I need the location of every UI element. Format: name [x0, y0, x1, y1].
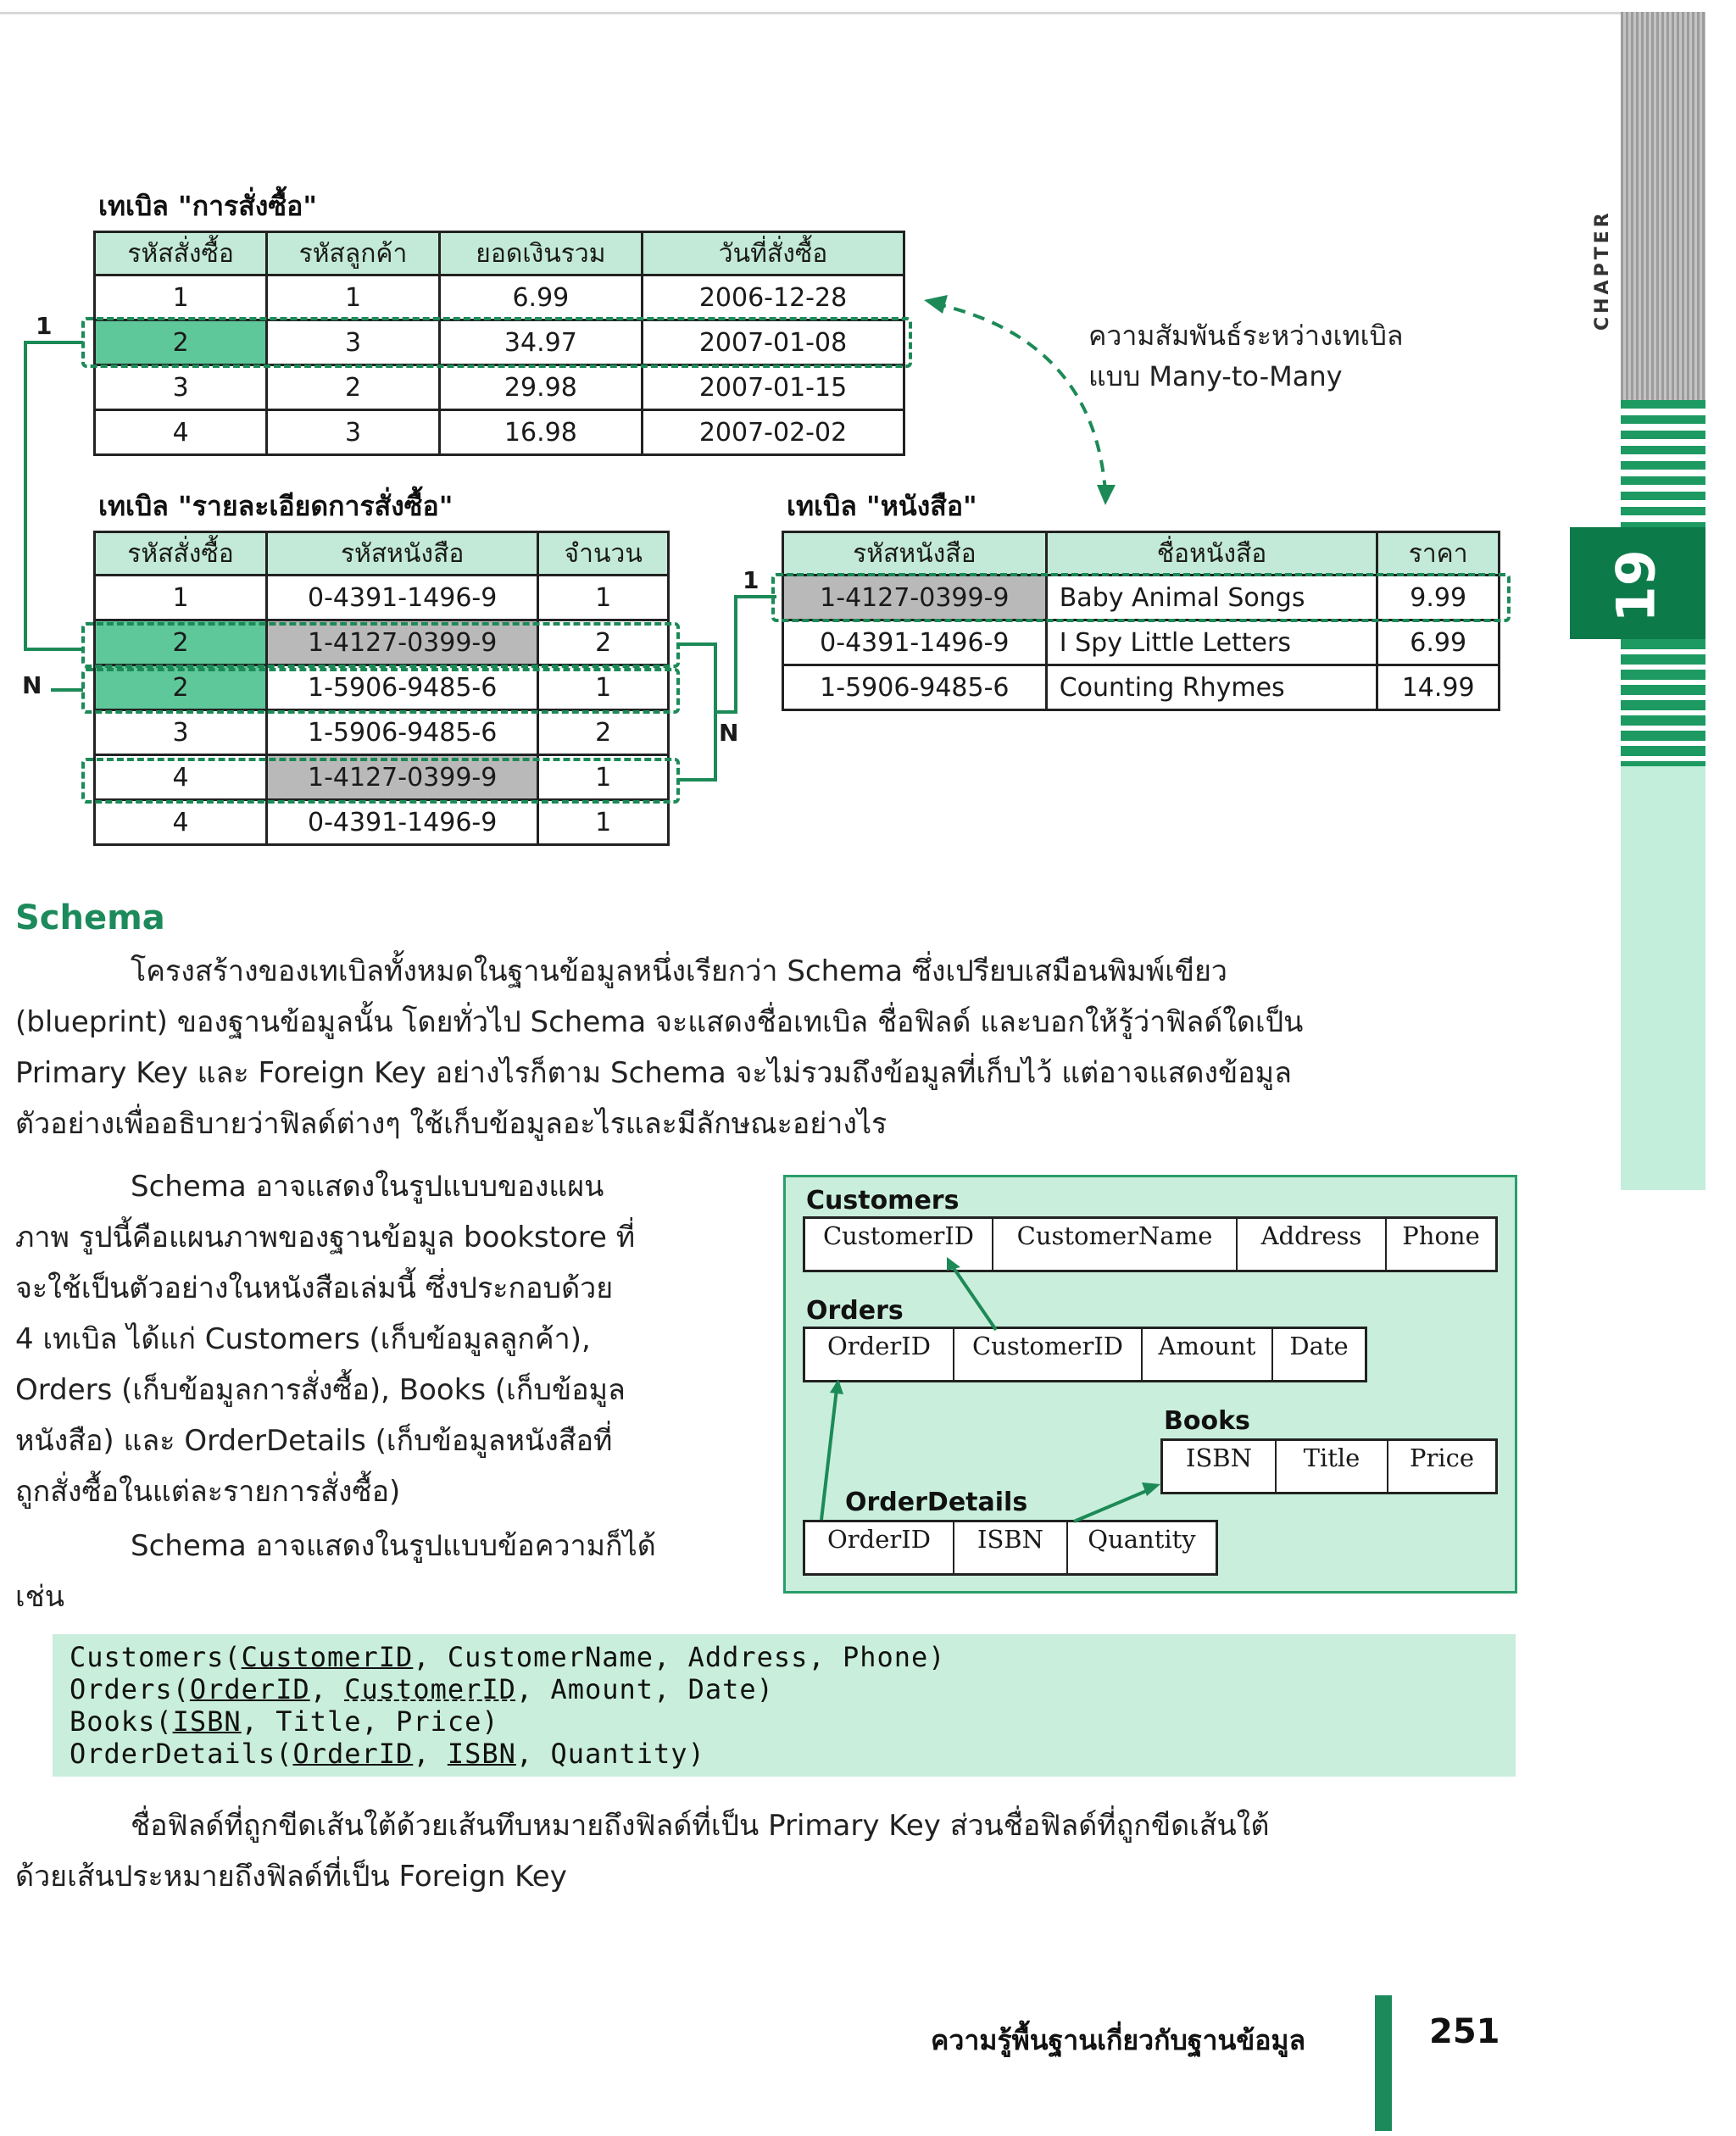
field: Quantity [1088, 1525, 1196, 1554]
primary-key: CustomerID [241, 1641, 414, 1673]
code-text: Orders( [70, 1673, 190, 1705]
schema-paragraph-3 [15, 1521, 761, 1622]
connector [24, 648, 83, 651]
chapter-label: CHAPTER [1592, 209, 1613, 331]
text-line: เช่น [15, 1580, 64, 1614]
field: ISBN [1163, 1441, 1277, 1475]
code-text: Customers( [70, 1641, 242, 1673]
code-text: , CustomerName, Address, Phone) [413, 1641, 946, 1673]
cell: 2007-02-02 [643, 410, 904, 455]
cell: 2007-01-08 [643, 320, 904, 365]
books-highlight-box [771, 573, 1511, 622]
text-line: ด้วยเส้นประหมายถึงฟิลด์ที่เป็น Foreign Key [15, 1860, 567, 1894]
connector [24, 341, 83, 344]
section-title: Schema [15, 898, 165, 937]
orders-title: Orders [806, 1296, 904, 1326]
code-text: Books( [70, 1705, 173, 1738]
details-header-order-id: รหัสสั่งซื้อ [95, 532, 267, 576]
schema-relationship-arrows [786, 1177, 1520, 1596]
orders-header-order-id: รหัสสั่งซื้อ [95, 232, 267, 275]
chapter-tab-stripes-lower [1621, 639, 1705, 766]
schema-paragraph-2 [15, 1161, 761, 1517]
text-line: ชื่อฟิลด์ที่ถูกขีดเส้นใต้ด้วยเส้นทึบหมายถึงฟิลด์ที่เป็น Primary Key ส่วนชื่อฟิลด์ที่ถูกขีดเส้นใต้ [131, 1809, 1270, 1843]
key-explanation-paragraph [15, 1800, 1516, 1902]
cell: 1 [538, 665, 669, 710]
cell: 2 [95, 665, 267, 710]
code-text: , Amount, Date) [515, 1673, 774, 1705]
details-table-title: เทเบิล "รายละเอียดการสั่งซื้อ" [98, 490, 453, 522]
field: CustomerName [993, 1219, 1238, 1253]
cell: 1-4127-0399-9 [783, 576, 1047, 620]
details-header-quantity: จำนวน [538, 532, 669, 576]
field: CustomerID [805, 1219, 993, 1253]
cell: 29.98 [439, 365, 642, 410]
table-row [95, 710, 669, 755]
cell: 2 [95, 620, 267, 665]
cell: 16.98 [439, 410, 642, 455]
details-highlight-box-1 [81, 622, 680, 668]
cell: Baby Animal Songs [1046, 576, 1377, 620]
connector [734, 595, 776, 598]
code-text: OrderDetails( [70, 1738, 293, 1770]
books-title: Books [1164, 1406, 1250, 1436]
code-line-books [70, 1705, 499, 1738]
top-rule [0, 12, 1628, 14]
cell: 1-5906-9485-6 [266, 710, 537, 755]
cell: 2 [538, 710, 669, 755]
details-highlight-box-3 [81, 758, 680, 804]
cell: 1 [538, 576, 669, 620]
books-header-title: ชื่อหนังสือ [1046, 532, 1377, 576]
books-header-isbn: รหัสหนังสือ [783, 532, 1047, 576]
text-line: จะใช้เป็นตัวอย่างในหนังสือเล่มนี้ ซึ่งประกอบด้วย [15, 1271, 614, 1305]
text-line: ถูกสั่งซื้อในแต่ละรายการสั่งซื้อ) [15, 1475, 401, 1509]
primary-key: ISBN [447, 1738, 516, 1770]
chapter-tab-background [1621, 12, 1705, 402]
cell: 3 [267, 410, 439, 455]
schema-diagram [783, 1175, 1517, 1594]
table-row [95, 800, 669, 845]
relation-note-line2: แบบ Many-to-Many [1088, 360, 1343, 392]
cell: 1 [95, 275, 267, 320]
text-line: ภาพ รูปนี้คือแผนภาพของฐานข้อมูล bookstore ที่ [15, 1221, 636, 1254]
text-line: Orders (เก็บข้อมูลการสั่งซื้อ), Books (เก็บข้อมูล [15, 1373, 626, 1407]
cell: 2 [95, 320, 267, 365]
field: ISBN [954, 1522, 1068, 1556]
table-row [95, 576, 669, 620]
cell: 1-5906-9485-6 [266, 665, 537, 710]
cell: Counting Rhymes [1046, 665, 1377, 710]
orders-header-date: วันที่สั่งซื้อ [643, 232, 904, 275]
field: Address [1238, 1219, 1387, 1253]
primary-key: OrderID [189, 1673, 310, 1705]
primary-key: ISBN [172, 1705, 242, 1738]
relation-note [1088, 315, 1403, 397]
cell: 3 [267, 320, 439, 365]
books-table-title: เทเบิล "หนังสือ" [787, 490, 977, 522]
cell: 1 [267, 275, 439, 320]
field: Title [1277, 1441, 1388, 1475]
orders-header-customer-id: รหัสลูกค้า [267, 232, 439, 275]
schema-paragraph-1 [15, 946, 1516, 1149]
connector [24, 341, 27, 651]
field: Date [1289, 1332, 1349, 1360]
cell: 34.97 [439, 320, 642, 365]
footer-title: ความรู้พื้นฐานเกี่ยวกับฐานข้อมูล [931, 2024, 1306, 2056]
cell: 1 [538, 755, 669, 800]
text-line: Schema อาจแสดงในรูปแบบของแผน [131, 1170, 604, 1204]
foreign-key: CustomerID [344, 1673, 516, 1705]
cell: 1-4127-0399-9 [266, 755, 537, 800]
cell: 0-4391-1496-9 [783, 620, 1047, 665]
text-line: 4 เทเบิล ได้แก่ Customers (เก็บข้อมูลลูกค้า), [15, 1322, 591, 1356]
cell: 1 [95, 576, 267, 620]
orders-highlight-box [81, 317, 912, 368]
text-line: Schema อาจแสดงในรูปแบบข้อความก็ได้ [131, 1529, 656, 1563]
cell: 4 [95, 800, 267, 845]
footer-divider [1375, 1995, 1392, 2131]
details-header-isbn: รหัสหนังสือ [266, 532, 537, 576]
relation-one-right: 1 [743, 566, 760, 594]
cell: 9.99 [1377, 576, 1500, 620]
cell: 3 [95, 710, 267, 755]
text-line: ตัวอย่างเพื่ออธิบายว่าฟิลด์ต่างๆ ใช้เก็บข้อมูลอะไรและมีลักษณะอย่างไร [15, 1107, 887, 1141]
chapter-number: 19 [1605, 549, 1667, 623]
code-text: , [413, 1738, 448, 1770]
cell: 0-4391-1496-9 [266, 576, 537, 620]
cell: 6.99 [1377, 620, 1500, 665]
code-line-customers [70, 1641, 946, 1673]
cell: 1-4127-0399-9 [266, 620, 537, 665]
cell: 2007-01-15 [643, 365, 904, 410]
books-header-price: ราคา [1377, 532, 1500, 576]
text-line: หนังสือ) และ OrderDetails (เก็บข้อมูลหนังสือที่ [15, 1424, 613, 1458]
details-highlight-box-2 [81, 668, 680, 714]
orders-header-amount: ยอดเงินรวม [439, 232, 642, 275]
orders-table-title: เทเบิล "การสั่งซื้อ" [98, 190, 317, 222]
code-text: , [309, 1673, 345, 1705]
cell: 14.99 [1377, 665, 1500, 710]
cell: 0-4391-1496-9 [266, 800, 537, 845]
code-text: , Title, Price) [241, 1705, 499, 1738]
cell: 2 [538, 620, 669, 665]
cell: 4 [95, 410, 267, 455]
table-row [95, 410, 904, 455]
chapter-tab-stripes [1621, 400, 1705, 527]
cell: 1 [538, 800, 669, 845]
relation-many-left: N [22, 671, 42, 699]
orderdetails-title: OrderDetails [845, 1488, 1028, 1517]
table-row [783, 665, 1500, 710]
chapter-tab-light [1621, 766, 1705, 1190]
table-row [783, 620, 1500, 665]
relation-one-left: 1 [36, 312, 53, 340]
field: CustomerID [954, 1329, 1143, 1363]
cell: 4 [95, 755, 267, 800]
primary-key: OrderID [292, 1738, 414, 1770]
text-line: (blueprint) ของฐานข้อมูลนั้น โดยทั่วไป Schema จะแสดงชื่อเทเบิล ชื่อฟิลด์ และบอกให้รู้ว่าฟิลด์ใดเป็น [15, 1005, 1304, 1039]
table-row [95, 365, 904, 410]
cell: 2006-12-28 [643, 275, 904, 320]
field: Amount [1143, 1329, 1273, 1363]
table-row [95, 275, 904, 320]
connector [734, 595, 737, 714]
page-number: 251 [1429, 2012, 1500, 2051]
text-line: Primary Key และ Foreign Key อย่างไรก็ตาม Schema จะไม่รวมถึงข้อมูลที่เก็บไว้ แต่อาจแสดงข้อมูล [15, 1056, 1292, 1090]
connector [680, 778, 717, 782]
field: Phone [1402, 1221, 1480, 1250]
cell: 6.99 [439, 275, 642, 320]
connector [680, 642, 717, 646]
code-line-orders [70, 1673, 774, 1705]
code-line-orderdetails [70, 1738, 705, 1770]
cell: 3 [95, 365, 267, 410]
field: Price [1409, 1443, 1475, 1472]
cell: I Spy Little Letters [1046, 620, 1377, 665]
text-line: โครงสร้างของเทเบิลทั้งหมดในฐานข้อมูลหนึ่งเรียกว่า Schema ซึ่งเปรียบเสมือนพิมพ์เขียว [131, 954, 1228, 988]
relation-many-right: N [719, 719, 739, 747]
field: OrderID [805, 1522, 954, 1556]
connector [51, 688, 83, 692]
cell: 1-5906-9485-6 [783, 665, 1047, 710]
field: OrderID [805, 1329, 954, 1363]
relation-note-line1: ความสัมพันธ์ระหว่างเทเบิล [1088, 320, 1404, 352]
customers-title: Customers [806, 1186, 960, 1215]
cell: 2 [267, 365, 439, 410]
code-text: , Quantity) [515, 1738, 705, 1770]
